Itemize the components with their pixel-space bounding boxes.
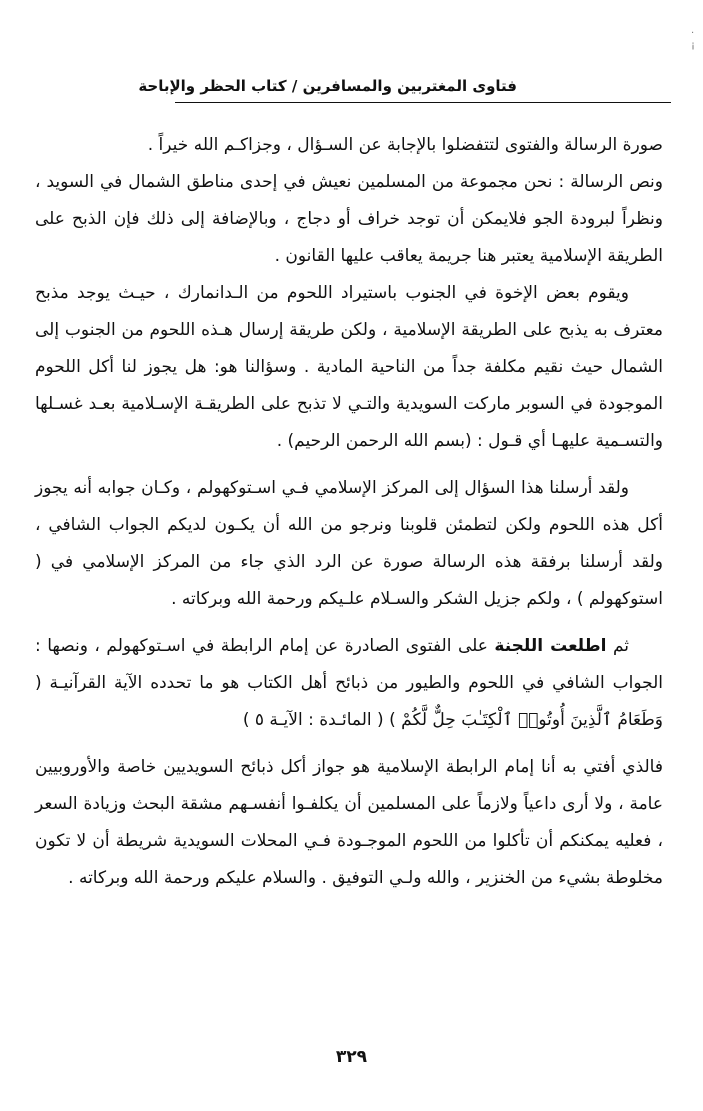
paragraph-committee-review [35, 628, 663, 739]
quran-verse: وَطَعَامُ ٱلَّذِينَ أُوتُوا۟ ٱلْكِتَـٰبَ حِلٌّ لَّكُمْ [401, 710, 663, 730]
paragraph-import-question: ويقوم بعض الإخوة في الجنوب باستيراد اللحوم من الـدانمارك ، حيـث يوجد مذبح معترف به يذبح على الطريقة الإسلامية ، ولكن طريقة إرسال هـذه اللحوم من الجنوب إلى الشمال حيث نقيم مكلفة جداً من الناحية المادية . وسؤالنا هو: هل يجوز لنا أكل اللحوم الموجودة في السوبر ماركت السويدية والتـي لا تذبح على الطريقـة الإسـلامية بعـد غسـلها والتسـمية عليهـا أي قـول : (بسم الله الرحمن الرحيم) . [35, 283, 663, 451]
committee-bold-phrase: اطلعت اللجنة [494, 636, 607, 656]
paragraph-imam-fatwa: فالذي أفتي به أنا إمام الرابطة الإسلامية هو جواز أكل ذبائح السويديين خاصة والأوروبيين عامة ، ولا أرى داعياً ولازماً على المسلمين أن يكلفـوا أنفسـهم مشقة البحث وزيادة السعر ، فعليه يمكنكم أن تأكلوا من اللحوم الموجـودة فـي المحلات السويدية شريطة أن لا تكون مخلوطة بشيء من الخنزير ، والله ولـي التوفيق . والسلام عليكم ورحمة الله وبركاته . [35, 757, 663, 888]
committee-text: على الفتوى الصادرة عن إمام الرابطة في اسـتوكهولم ، ونصها : الجواب الشافي في اللحوم والطيور من ذبائح أهل الكتاب هو ما تحدده الآية القرآنيـة ( [35, 636, 663, 693]
running-header [0, 0, 703, 110]
paragraph-stockholm-center: ولقد أرسلنا هذا السؤال إلى المركز الإسلامي فـي اسـتوكهولم ، وكـان جوابه أنه يجوز أكل هذه اللحوم ولكن لتطمئن قلوبنا ونرجو من الله أن يكـون لديكم الجواب الشافي ، ولقد أرسلنا برفقة هذه الرسالة صورة عن الرد الذي جاء من المركز الإسلامي في ( استوكهولم ) ، ولكم جزيل الشكر والسـلام علـيكم ورحمة الله وبركاته . [35, 478, 663, 609]
running-header-title: فتاوى المغتربين والمسافرين / كتاب الحظر والإباحة [138, 77, 517, 95]
page-corner-mark: · ¡ [690, 28, 695, 51]
paragraph-letter-copy: صورة الرسالة والفتوى لتتفضلوا بالإجابة عن السـؤال ، وجزاكـم الله خيراً . [147, 135, 663, 155]
committee-lead-word: ثم [612, 636, 630, 656]
verse-reference: ) ( المائـدة : الآيـة ٥ ) [242, 710, 396, 730]
header-divider [175, 102, 671, 103]
page-number: ٣٢٩ [335, 1047, 368, 1067]
paragraph-letter-text: ونص الرسالة : نحن مجموعة من المسلمين نعيش في إحدى مناطق الشمال في السويد ، ونظراً لبرودة الجو فلايمكن أن توجد خراف أو دجاج ، وبالإضافة إلى ذلك فإن الذبح على الطريقة الإسلامية يعتبر هنا جريمة يعاقب عليها القانون . [35, 172, 663, 266]
page-body [35, 127, 663, 897]
